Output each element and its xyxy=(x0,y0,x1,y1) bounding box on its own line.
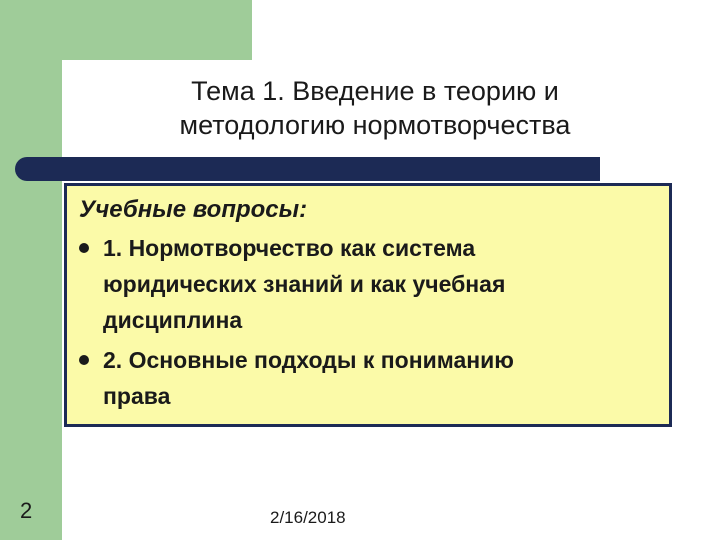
slide-number: 2 xyxy=(20,498,33,523)
content-box xyxy=(64,183,672,427)
title-underline-bar xyxy=(15,157,600,181)
left-decor-strip xyxy=(0,0,62,540)
bullet-dot-icon xyxy=(79,243,89,253)
bullet-line: дисциплина xyxy=(103,307,243,333)
slide-date: 2/16/2018 xyxy=(270,508,346,527)
title-line: методологию нормотворчества xyxy=(179,110,571,140)
top-decor-block xyxy=(0,0,252,60)
bullet-dot-icon xyxy=(79,355,89,365)
section-heading: Учебные вопросы: xyxy=(79,196,308,223)
bullet-list xyxy=(79,230,659,418)
bullet-line: 2. Основные подходы к пониманию xyxy=(103,347,514,373)
bullet-line: 1. Нормотворчество как система xyxy=(103,235,476,261)
bullet-line: юридических знаний и как учебная xyxy=(103,271,506,297)
bullet-line: права xyxy=(103,383,171,409)
bullet-item xyxy=(79,230,659,338)
slide-title xyxy=(95,74,655,142)
bullet-item xyxy=(79,342,659,414)
title-line: Тема 1. Введение в теорию и xyxy=(191,76,559,106)
